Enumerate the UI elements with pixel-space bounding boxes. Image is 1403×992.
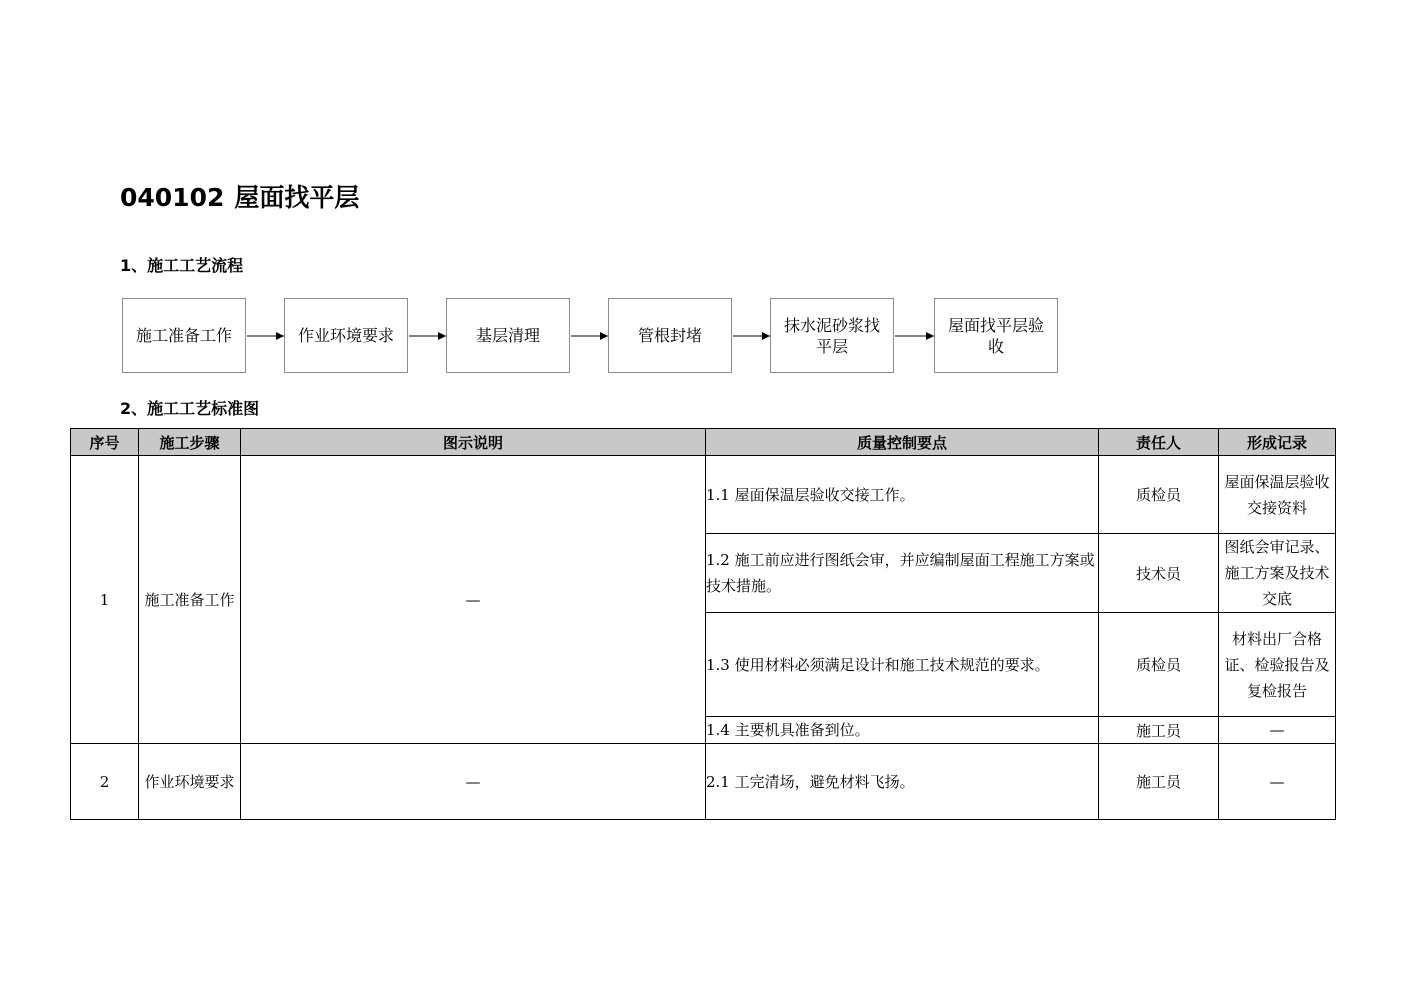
header-record: 形成记录 bbox=[1219, 429, 1336, 456]
standard-table bbox=[70, 428, 1336, 820]
header-quality-points: 质量控制要点 bbox=[706, 429, 1099, 456]
responsible-person: 施工员 bbox=[1099, 717, 1219, 744]
quality-point: 1.4 主要机具准备到位。 bbox=[706, 717, 1099, 744]
record: — bbox=[1219, 744, 1336, 820]
flow-step-environment: 作业环境要求 bbox=[284, 298, 408, 373]
flow-step-base-cleaning: 基层清理 bbox=[446, 298, 570, 373]
responsible-person: 质检员 bbox=[1099, 456, 1219, 534]
section-heading-flow: 1、施工工艺流程 bbox=[120, 256, 244, 275]
header-no: 序号 bbox=[71, 429, 139, 456]
title-code: 040102 bbox=[120, 183, 225, 212]
row-step: 施工准备工作 bbox=[139, 456, 241, 744]
row-no: 1 bbox=[71, 456, 139, 744]
flow-step-acceptance: 屋面找平层验收 bbox=[934, 298, 1058, 373]
title-name: 屋面找平层 bbox=[234, 183, 360, 212]
section-heading-table: 2、施工工艺标准图 bbox=[120, 399, 260, 418]
header-illustration: 图示说明 bbox=[241, 429, 706, 456]
quality-point: 1.1 屋面保温层验收交接工作。 bbox=[706, 456, 1099, 534]
table-header-row bbox=[71, 429, 1336, 456]
page-title bbox=[120, 181, 359, 215]
row-no: 2 bbox=[71, 744, 139, 820]
row-illustration: — bbox=[241, 744, 706, 820]
record: 图纸会审记录、施工方案及技术交底 bbox=[1219, 534, 1336, 613]
quality-point: 1.3 使用材料必须满足设计和施工技术规范的要求。 bbox=[706, 613, 1099, 717]
responsible-person: 施工员 bbox=[1099, 744, 1219, 820]
row-illustration: — bbox=[241, 456, 706, 744]
table-row bbox=[71, 744, 1336, 820]
flow-step-prep: 施工准备工作 bbox=[122, 298, 246, 373]
table-row bbox=[71, 456, 1336, 534]
record: 材料出厂合格证、检验报告及复检报告 bbox=[1219, 613, 1336, 717]
responsible-person: 质检员 bbox=[1099, 613, 1219, 717]
quality-point: 1.2 施工前应进行图纸会审，并应编制屋面工程施工方案或技术措施。 bbox=[706, 534, 1099, 613]
flow-step-pipe-sealing: 管根封堵 bbox=[608, 298, 732, 373]
record: — bbox=[1219, 717, 1336, 744]
record: 屋面保温层验收交接资料 bbox=[1219, 456, 1336, 534]
row-step: 作业环境要求 bbox=[139, 744, 241, 820]
quality-point: 2.1 工完清场，避免材料飞扬。 bbox=[706, 744, 1099, 820]
flow-step-mortar-leveling: 抹水泥砂浆找平层 bbox=[770, 298, 894, 373]
responsible-person: 技术员 bbox=[1099, 534, 1219, 613]
header-person: 责任人 bbox=[1099, 429, 1219, 456]
header-step: 施工步骤 bbox=[139, 429, 241, 456]
